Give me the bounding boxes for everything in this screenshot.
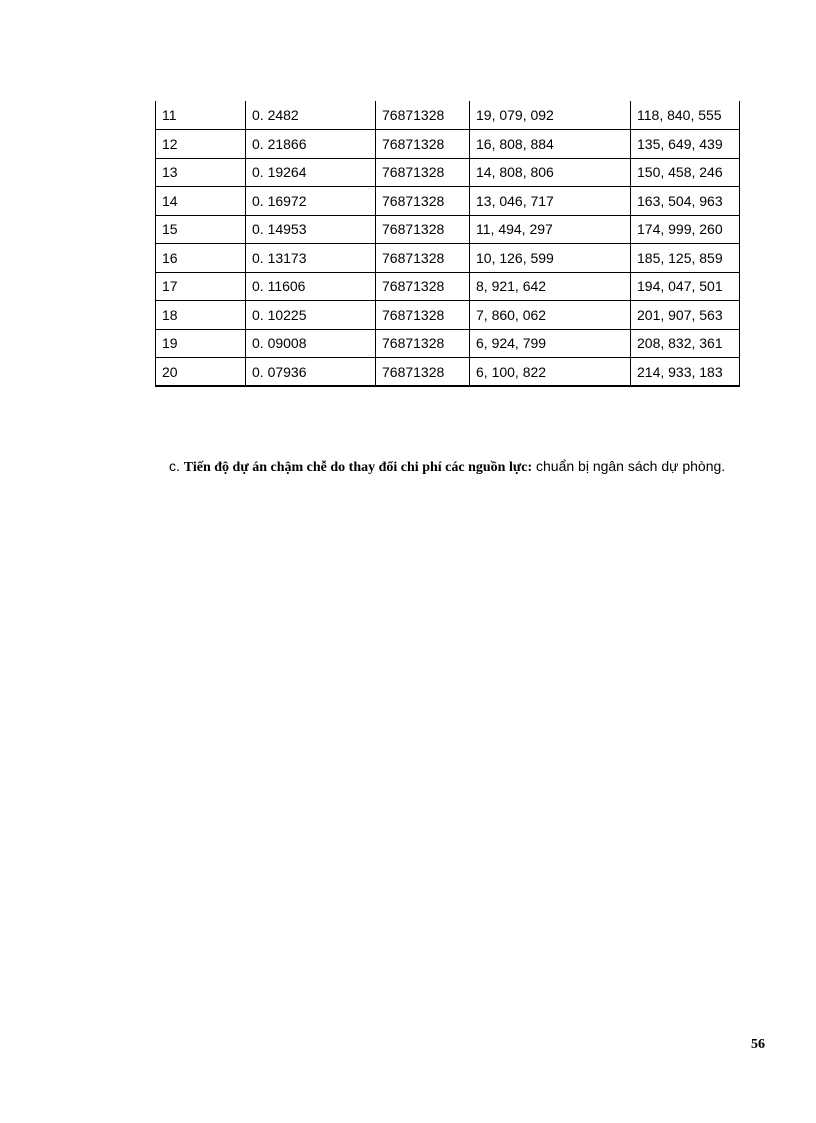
- table-cell: 19, 079, 092: [470, 101, 631, 130]
- paragraph-text: chuẩn bị ngân sách dự phòng.: [532, 458, 726, 474]
- table-cell: 118, 840, 555: [631, 101, 740, 130]
- table-cell: 76871328: [376, 101, 470, 130]
- table-cell: 0. 11606: [246, 272, 376, 301]
- table-cell: 150, 458, 246: [631, 158, 740, 187]
- body-paragraph: [117, 452, 743, 482]
- table-cell: 18: [156, 301, 246, 330]
- table-cell: 13, 046, 717: [470, 187, 631, 216]
- table-cell: 17: [156, 272, 246, 301]
- table-cell: 16: [156, 244, 246, 273]
- page-number: 56: [751, 1037, 765, 1052]
- table-cell: 15: [156, 215, 246, 244]
- table-cell: 0. 16972: [246, 187, 376, 216]
- table-cell: 76871328: [376, 215, 470, 244]
- table-cell: 16, 808, 884: [470, 130, 631, 159]
- table-cell: 76871328: [376, 301, 470, 330]
- table-cell: 201, 907, 563: [631, 301, 740, 330]
- data-table: [155, 101, 740, 387]
- table-cell: 0. 21866: [246, 130, 376, 159]
- table-cell: 76871328: [376, 272, 470, 301]
- table-row: [156, 244, 740, 273]
- table-row: [156, 130, 740, 159]
- table-cell: 214, 933, 183: [631, 358, 740, 387]
- table-row: [156, 272, 740, 301]
- table-cell: 76871328: [376, 130, 470, 159]
- table-cell: 0. 09008: [246, 329, 376, 358]
- table-cell: 14, 808, 806: [470, 158, 631, 187]
- table-cell: 76871328: [376, 244, 470, 273]
- table-cell: 76871328: [376, 158, 470, 187]
- table-row: [156, 187, 740, 216]
- table-cell: 14: [156, 187, 246, 216]
- table-cell: 19: [156, 329, 246, 358]
- table-cell: 8, 921, 642: [470, 272, 631, 301]
- table-cell: 20: [156, 358, 246, 387]
- table-cell: 10, 126, 599: [470, 244, 631, 273]
- table-cell: 194, 047, 501: [631, 272, 740, 301]
- table-cell: 174, 999, 260: [631, 215, 740, 244]
- table-row: [156, 301, 740, 330]
- table-row: [156, 358, 740, 387]
- table-cell: 6, 100, 822: [470, 358, 631, 387]
- table-cell: 0. 07936: [246, 358, 376, 387]
- table-cell: 11, 494, 297: [470, 215, 631, 244]
- table-cell: 6, 924, 799: [470, 329, 631, 358]
- paragraph-bold-heading: Tiến độ dự án chậm chễ do thay đổi chi phí các nguồn lực:: [183, 460, 533, 475]
- table-cell: 0. 13173: [246, 244, 376, 273]
- table-cell: 163, 504, 963: [631, 187, 740, 216]
- table-cell: 135, 649, 439: [631, 130, 740, 159]
- table-row: [156, 158, 740, 187]
- table-row: [156, 101, 740, 130]
- table-cell: 0. 10225: [246, 301, 376, 330]
- table-cell: 76871328: [376, 329, 470, 358]
- table-cell: 13: [156, 158, 246, 187]
- table-row: [156, 215, 740, 244]
- table-cell: 0. 14953: [246, 215, 376, 244]
- table-cell: 76871328: [376, 187, 470, 216]
- table-cell: 208, 832, 361: [631, 329, 740, 358]
- table-cell: 0. 2482: [246, 101, 376, 130]
- table-cell: 11: [156, 101, 246, 130]
- table-cell: 12: [156, 130, 246, 159]
- table-cell: 185, 125, 859: [631, 244, 740, 273]
- table-cell: 0. 19264: [246, 158, 376, 187]
- paragraph-prefix: c.: [169, 458, 184, 474]
- table-cell: 76871328: [376, 358, 470, 387]
- data-table-body: [156, 101, 740, 386]
- table-cell: 7, 860, 062: [470, 301, 631, 330]
- table-row: [156, 329, 740, 358]
